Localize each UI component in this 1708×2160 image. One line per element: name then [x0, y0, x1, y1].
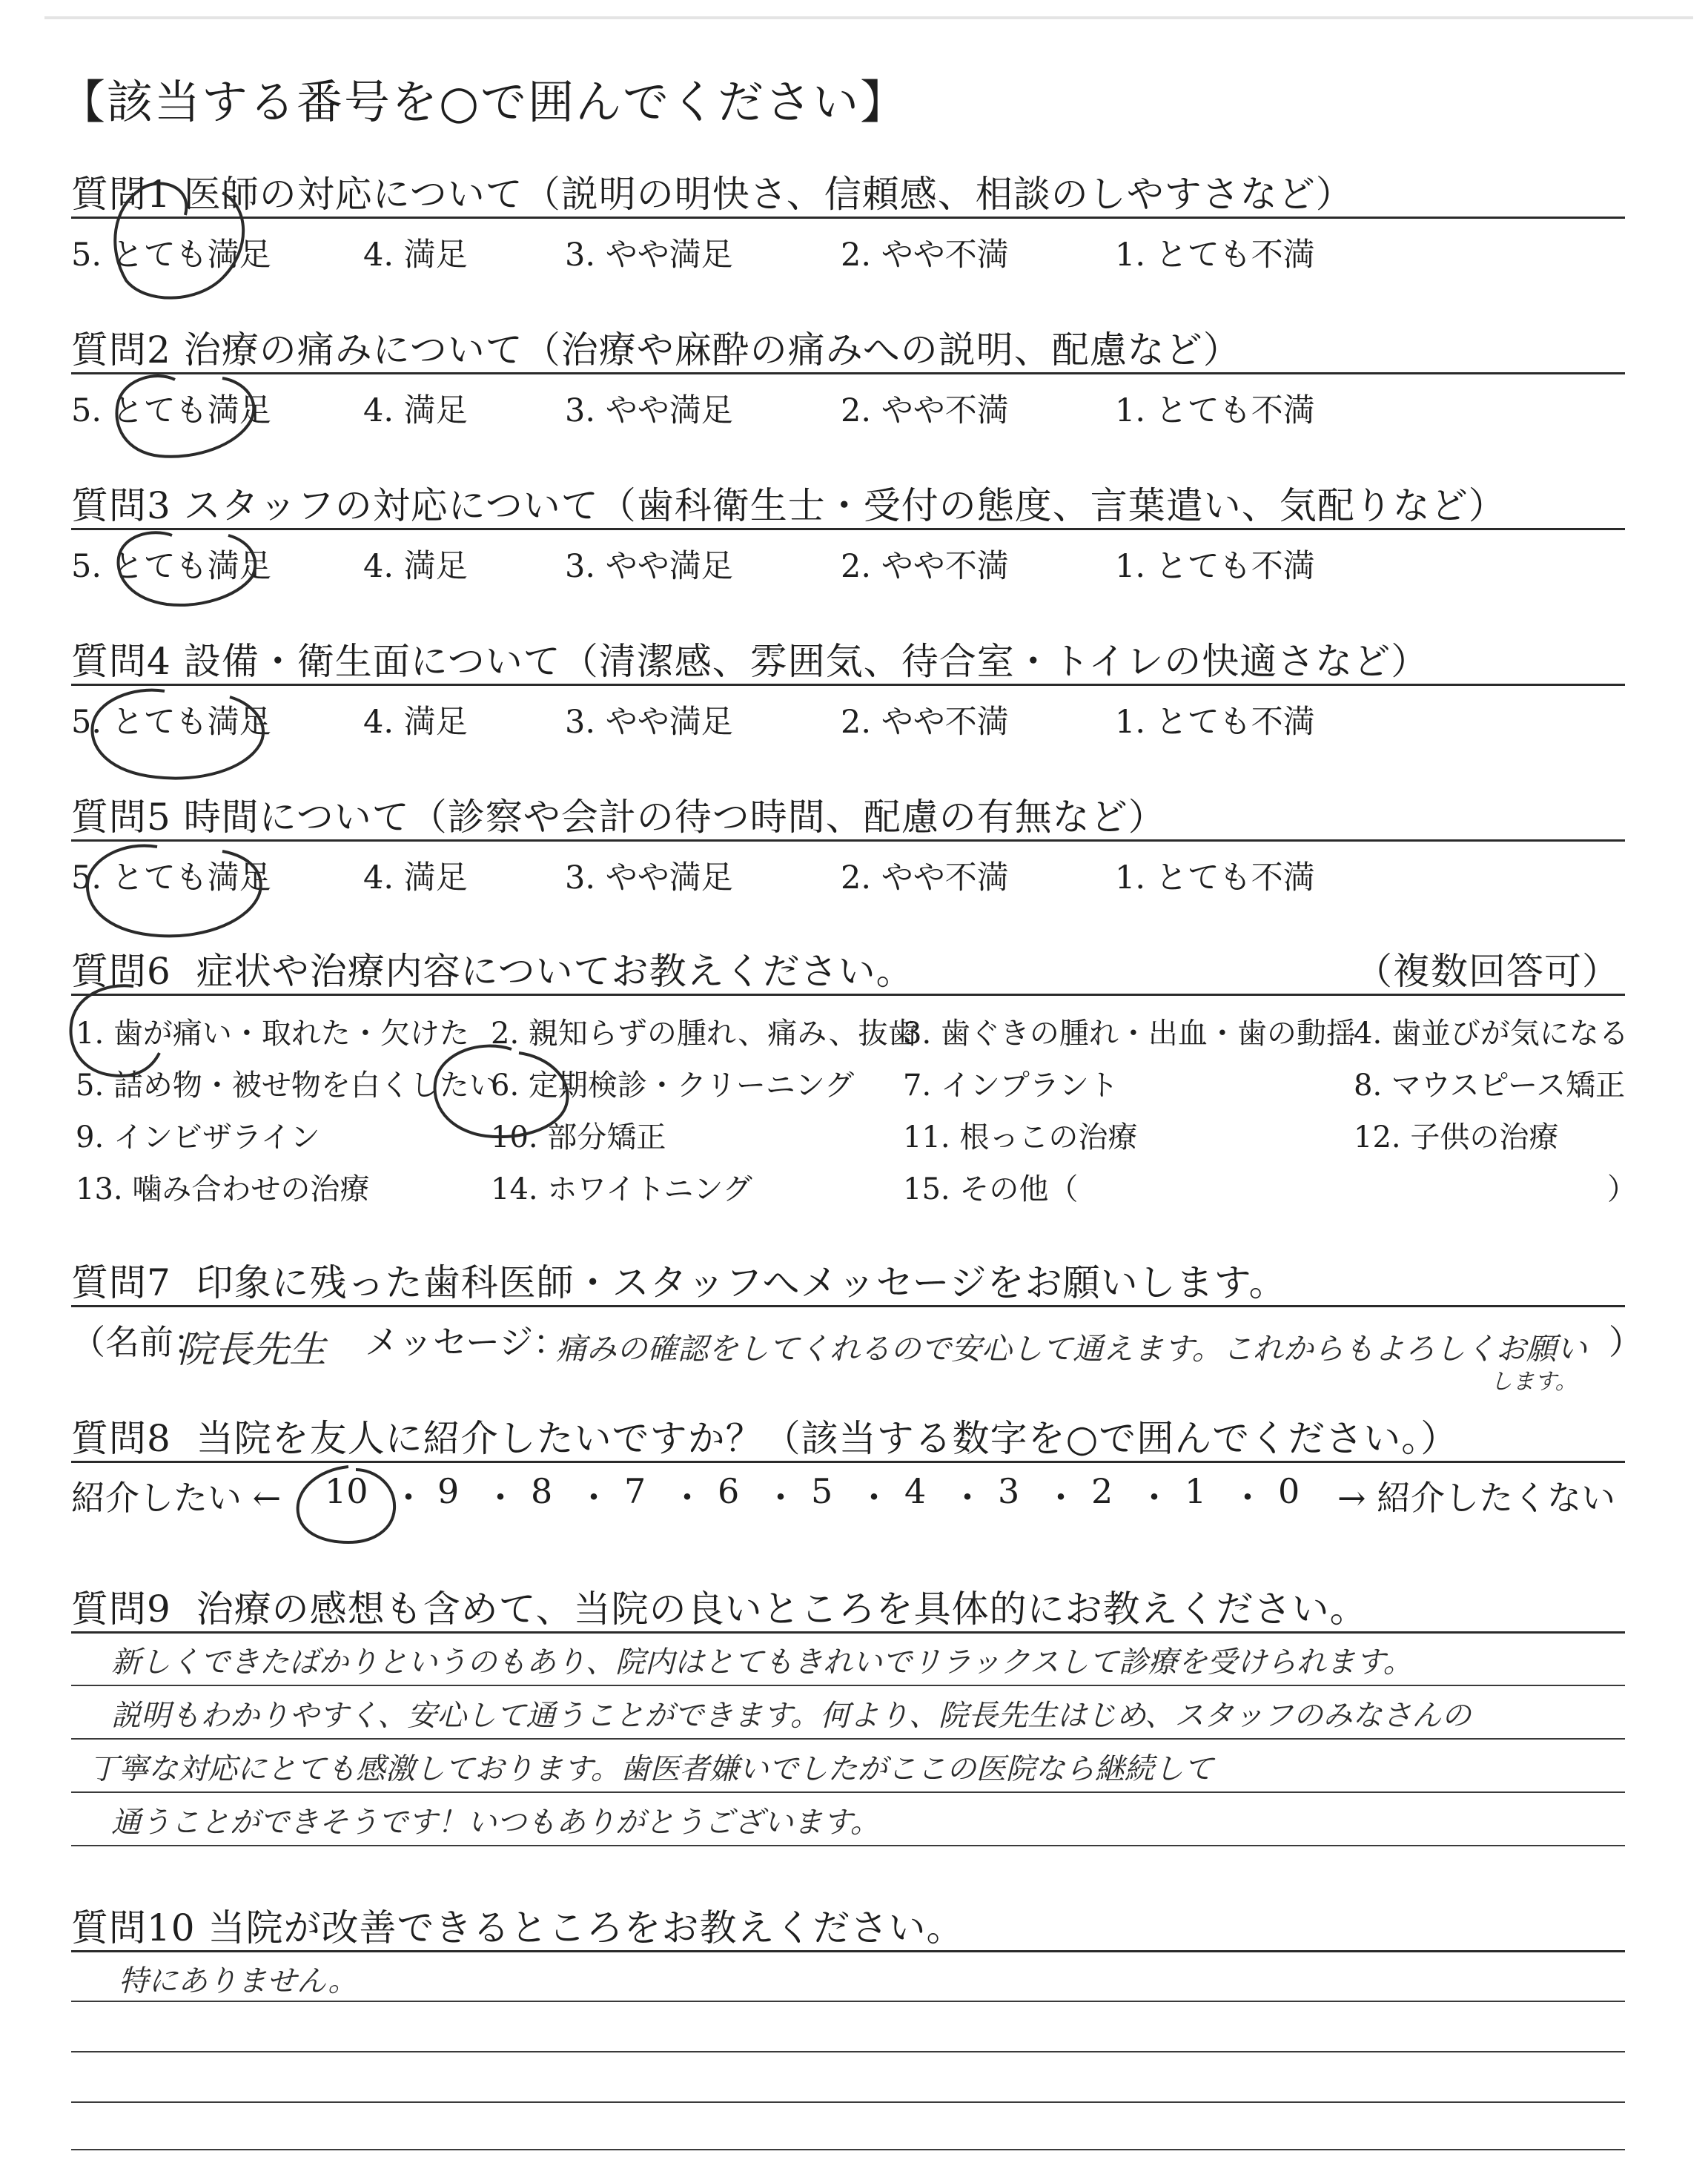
q5-option-1[interactable]: 1. とても不満	[1115, 859, 1315, 896]
q8-dot: ・	[764, 1478, 798, 1518]
q7-message-label: メッセージ：	[365, 1322, 568, 1362]
q6-item-15[interactable]: 15. その他（	[903, 1172, 1079, 1206]
q2-option-1[interactable]: 1. とても不満	[1115, 392, 1315, 429]
q4-option-4[interactable]: 4. 満足	[363, 704, 468, 741]
q7-name-value[interactable]: 院長先生	[178, 1328, 326, 1371]
q8-dot: ・	[1044, 1478, 1078, 1518]
q6-item-14[interactable]: 14. ホワイトニング	[491, 1172, 752, 1206]
q4-text: 設備・衛生面について（清潔感、雰囲気、待合室・トイレの快適さなど）	[183, 640, 1429, 683]
q5-rule	[71, 839, 1625, 842]
q7-name-label: （名前：	[71, 1322, 208, 1362]
q2-option-2[interactable]: 2. やや不満	[841, 392, 1009, 429]
q5-label: 質問5	[71, 796, 171, 839]
q8-score-8[interactable]: 8	[531, 1471, 553, 1511]
q1-option-1[interactable]: 1. とても不満	[1115, 237, 1315, 274]
q7-heading	[71, 1253, 1287, 1307]
q3-rule	[71, 528, 1625, 530]
q10-answer-line	[71, 2101, 1625, 2103]
q6-text: 症状や治療内容についてお教えください。	[196, 950, 914, 993]
q9-answer-line	[71, 1738, 1625, 1740]
q9-answer-line	[71, 1685, 1625, 1686]
q8-label: 質問8	[71, 1417, 171, 1460]
q1-rule	[71, 217, 1625, 219]
q10-answer-line-1[interactable]: 特にありません。	[119, 1964, 358, 1998]
q2-label: 質問2	[71, 328, 171, 371]
q3-option-2[interactable]: 2. やや不満	[841, 548, 1009, 585]
q10-answer-line	[71, 2001, 1625, 2002]
q7-message-continued: します。	[1490, 1369, 1578, 1395]
q3-option-1[interactable]: 1. とても不満	[1115, 548, 1315, 585]
q1-heading	[71, 165, 1354, 218]
q9-answer-line-3[interactable]: 丁寧な対応にとても感激しております。歯医者嫌いでしたがここの医院なら継続して	[89, 1752, 1214, 1786]
q3-heading	[71, 476, 1506, 529]
q8-dot: ・	[577, 1478, 611, 1518]
q8-dot: ・	[1231, 1478, 1265, 1518]
q10-answer-line	[71, 2149, 1625, 2150]
q2-rule	[71, 372, 1625, 374]
q8-score-6[interactable]: 6	[718, 1471, 740, 1511]
q6-item-7[interactable]: 7. インプラント	[903, 1069, 1119, 1103]
q5-option-2[interactable]: 2. やや不満	[841, 859, 1009, 896]
q7-close-paren: ）	[1609, 1322, 1643, 1362]
q4-option-1[interactable]: 1. とても不満	[1115, 704, 1315, 741]
q3-option-5[interactable]: 5. とても満足	[71, 548, 271, 585]
q9-answer-line	[71, 1791, 1625, 1793]
q8-dot: ・	[483, 1478, 517, 1518]
q1-option-5[interactable]: 5. とても満足	[71, 237, 271, 274]
q6-item-5[interactable]: 5. 詰め物・被せ物を白くしたい	[76, 1069, 499, 1103]
q8-dot: ・	[950, 1478, 984, 1518]
q6-rule	[71, 994, 1625, 996]
q2-option-4[interactable]: 4. 満足	[363, 392, 468, 429]
q8-score-10[interactable]: 10	[325, 1471, 368, 1511]
q6-heading	[71, 942, 914, 995]
q9-label: 質問9	[71, 1588, 171, 1631]
q8-score-9[interactable]: 9	[437, 1471, 460, 1511]
q8-left-label: 紹介したい ←	[71, 1478, 282, 1518]
q5-text: 時間について（診察や会計の待つ時間、配慮の有無など）	[183, 796, 1166, 839]
q1-option-4[interactable]: 4. 満足	[363, 237, 468, 274]
q7-label: 質問7	[71, 1261, 171, 1304]
q9-answer-line	[71, 1845, 1625, 1846]
q6-item-11[interactable]: 11. 根っこの治療	[903, 1120, 1138, 1155]
q6-label: 質問6	[71, 950, 171, 993]
q6-item-2[interactable]: 2. 親知らずの腫れ、痛み、抜歯	[491, 1017, 918, 1051]
q4-heading	[71, 632, 1429, 685]
q2-text: 治療の痛みについて（治療や麻酔の痛みへの説明、配慮など）	[183, 328, 1241, 371]
q7-message-value[interactable]: 痛みの確認をしてくれるので安心して通えます。これからもよろしくお願い	[556, 1331, 1587, 1367]
q8-dot: ・	[1137, 1478, 1171, 1518]
q7-text: 印象に残った歯科医師・スタッフへメッセージをお願いします。	[196, 1261, 1287, 1304]
q9-rule	[71, 1631, 1625, 1634]
q6-item-9[interactable]: 9. インビザライン	[76, 1120, 320, 1155]
q8-score-2[interactable]: 2	[1091, 1471, 1113, 1511]
q8-text: 当院を友人に紹介したいですか？（該当する数字を○で囲んでください。）	[196, 1417, 1459, 1460]
q10-answer-line	[71, 2051, 1625, 2052]
q4-option-3[interactable]: 3. やや満足	[565, 704, 733, 741]
q5-heading	[71, 787, 1166, 841]
q2-heading	[71, 320, 1241, 374]
q8-score-1[interactable]: 1	[1185, 1471, 1207, 1511]
q10-text: 当院が改善できるところをお教えください。	[208, 1906, 964, 1949]
q3-option-4[interactable]: 4. 満足	[363, 548, 468, 585]
q6-item-6[interactable]: 6. 定期検診・クリーニング	[491, 1069, 855, 1103]
q7-rule	[71, 1305, 1625, 1307]
q8-right-label: → 紹介したくない	[1337, 1478, 1616, 1518]
q6-item-15-close: ）	[1607, 1172, 1637, 1206]
q6-item-4[interactable]: 4. 歯並びが気になる	[1354, 1017, 1629, 1051]
q9-answer-line-4[interactable]: 通うことができそうです！いつもありがとうございます。	[111, 1806, 880, 1840]
q6-item-10[interactable]: 10. 部分矯正	[491, 1120, 666, 1155]
q3-label: 質問3	[71, 484, 171, 527]
q2-option-5[interactable]: 5. とても満足	[71, 392, 271, 429]
q9-answer-line-2[interactable]: 説明もわかりやすく、安心して通うことができます。何より、院長先生はじめ、スタッフのみなさんの	[111, 1699, 1472, 1733]
page-title: 【該当する番号を○で囲んでください】	[59, 75, 908, 129]
q8-dot: ・	[857, 1478, 891, 1518]
q8-score-7[interactable]: 7	[624, 1471, 646, 1511]
q3-option-3[interactable]: 3. やや満足	[565, 548, 733, 585]
q2-option-3[interactable]: 3. やや満足	[565, 392, 733, 429]
q9-heading	[71, 1579, 1368, 1633]
q10-label: 質問10	[71, 1906, 196, 1949]
q10-heading	[71, 1898, 964, 1952]
q4-rule	[71, 684, 1625, 686]
q3-text: スタッフの対応について（歯科衛生士・受付の態度、言葉遣い、気配りなど）	[183, 484, 1506, 527]
q6-note: （複数回答可）	[1355, 950, 1620, 993]
q6-item-1[interactable]: 1. 歯が痛い・取れた・欠けた	[76, 1017, 469, 1051]
q8-score-5[interactable]: 5	[811, 1471, 833, 1511]
q1-option-2[interactable]: 2. やや不満	[841, 237, 1009, 274]
q1-text: 医師の対応について（説明の明快さ、信頼感、相談のしやすさなど）	[183, 173, 1354, 216]
q8-rule	[71, 1461, 1625, 1463]
q6-item-8[interactable]: 8. マウスピース矯正	[1354, 1069, 1626, 1103]
q10-rule	[71, 1950, 1625, 1952]
q9-text: 治療の感想も含めて、当院の良いところを具体的にお教えください。	[196, 1588, 1368, 1631]
q8-dot: ・	[670, 1478, 704, 1518]
q4-label: 質問4	[71, 640, 171, 683]
q9-answer-line-1[interactable]: 新しくできたばかりというのもあり、院内はとてもきれいでリラックスして診療を受けられます。	[111, 1645, 1413, 1680]
q8-score-4[interactable]: 4	[904, 1471, 927, 1511]
q6-item-12[interactable]: 12. 子供の治療	[1354, 1120, 1559, 1155]
q6-item-3[interactable]: 3. 歯ぐきの腫れ・出血・歯の動揺	[903, 1017, 1356, 1051]
q5-option-3[interactable]: 3. やや満足	[565, 859, 733, 896]
q8-score-3[interactable]: 3	[998, 1471, 1020, 1511]
top-border	[44, 16, 1693, 19]
q8-dot: ・	[391, 1478, 426, 1518]
q8-heading	[71, 1409, 1458, 1462]
q5-option-5[interactable]: 5. とても満足	[71, 859, 271, 896]
q6-item-13[interactable]: 13. 噛み合わせの治療	[76, 1172, 370, 1206]
q1-label: 質問1	[71, 173, 171, 216]
q1-option-3[interactable]: 3. やや満足	[565, 237, 733, 274]
q8-score-0[interactable]: 0	[1278, 1471, 1300, 1511]
q4-option-2[interactable]: 2. やや不満	[841, 704, 1009, 741]
q5-option-4[interactable]: 4. 満足	[363, 859, 468, 896]
q4-option-5[interactable]: 5. とても満足	[71, 704, 271, 741]
